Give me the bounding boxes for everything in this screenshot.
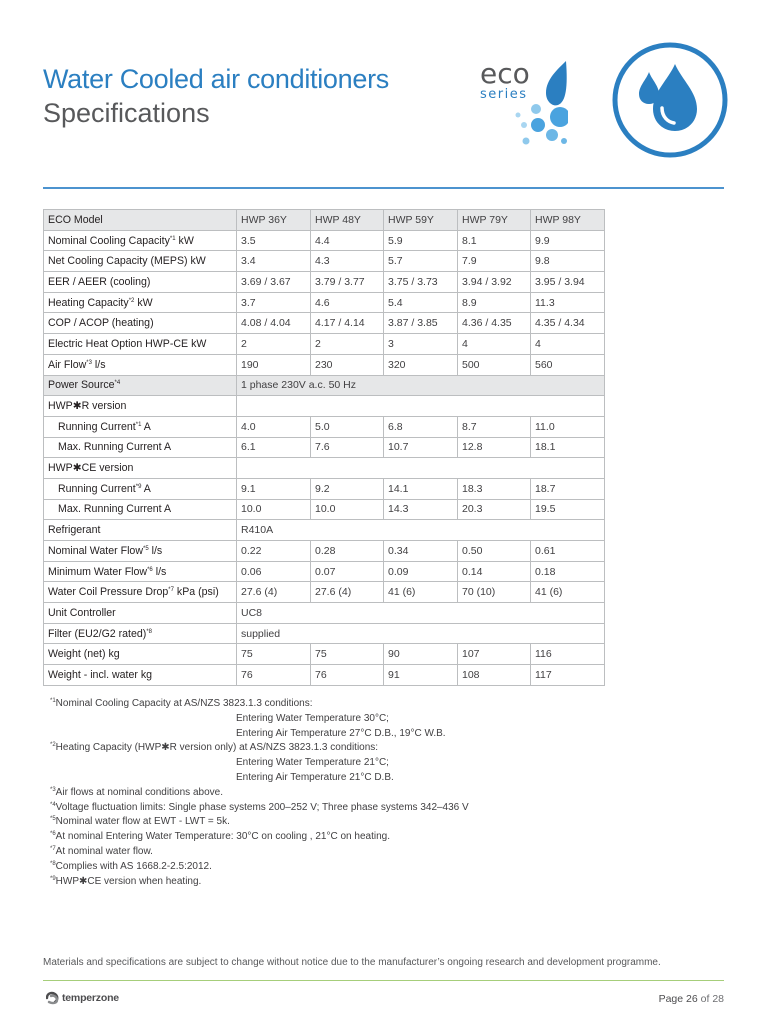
table-cell: 27.6 (4): [311, 582, 384, 603]
row-label: [44, 416, 237, 437]
table-cell: 75: [311, 644, 384, 665]
table-cell: 76: [311, 665, 384, 686]
row-label-text: HWP✱R version: [48, 400, 127, 413]
table-cell: 9.2: [311, 478, 384, 499]
footnote-text: Nominal Cooling Capacity at AS/NZS 3823.1.3 conditions:: [55, 698, 313, 709]
table-cell: 0.18: [531, 561, 605, 582]
footnote-line: [50, 830, 469, 845]
footnote-line: [50, 741, 469, 756]
row-label-text: COP / ACOP (heating): [48, 317, 154, 330]
table-cell: 19.5: [531, 499, 605, 520]
table-cell: 3.94 / 3.92: [458, 272, 531, 293]
table-row: [44, 251, 605, 272]
table-cell: 76: [237, 665, 311, 686]
eco-series-logo: [476, 57, 568, 147]
row-label-text: Unit Controller: [48, 606, 116, 619]
row-unit: l/s: [155, 565, 167, 578]
row-label: [44, 292, 237, 313]
table-row: [44, 292, 605, 313]
table-cell: 117: [531, 665, 605, 686]
table-row: [44, 272, 605, 293]
table-row: [44, 334, 605, 355]
row-unit: A: [164, 441, 172, 454]
row-label-text: EER / AEER (cooling): [48, 275, 151, 288]
table-cell: 0.22: [237, 541, 311, 562]
footnote-ref: *3: [86, 359, 92, 366]
table-cell: 9.1: [237, 478, 311, 499]
row-label: [44, 665, 237, 686]
table-cell: 10.0: [237, 499, 311, 520]
row-label: [44, 334, 237, 355]
row-label: [44, 478, 237, 499]
row-unit: A: [143, 420, 151, 433]
column-header: HWP 59Y: [384, 210, 458, 231]
table-cell: 8.7: [458, 416, 531, 437]
footnote-text: At nominal water flow.: [55, 845, 153, 857]
row-label-text: Minimum Water Flow: [48, 565, 148, 578]
water-drop-icon: [612, 42, 728, 158]
footnote-line: [50, 727, 469, 742]
footnote-text: Nominal water flow at EWT - LWT = 5k.: [55, 816, 230, 828]
footnote-ref: *1: [135, 421, 142, 428]
row-label-text: Power Source: [48, 379, 115, 392]
footnote-ref: *8: [146, 628, 152, 635]
table-cell: 3.87 / 3.85: [384, 313, 458, 334]
footnote-text: Entering Air Temperature 27°C D.B., 19°C W.B.: [236, 727, 446, 739]
table-cell: 5.4: [384, 292, 458, 313]
table-row: [44, 582, 605, 603]
row-label: [44, 313, 237, 334]
page-subtitle: Specifications: [43, 98, 210, 128]
row-unit: kg: [140, 668, 153, 681]
page-total: of 28: [700, 993, 724, 1005]
table-cell: 4.0: [237, 416, 311, 437]
footnote-text: Complies with AS 1668.2-2.5:2012.: [55, 860, 212, 872]
footnote-line: [50, 860, 469, 875]
table-span-cell: supplied: [237, 623, 605, 644]
table-cell: 7.9: [458, 251, 531, 272]
temperzone-logo: [46, 990, 119, 1006]
table-row: [44, 541, 605, 562]
row-label-text: Weight - incl. water: [48, 668, 138, 681]
footnote-marker: *8: [50, 860, 56, 867]
row-label: [44, 251, 237, 272]
footnote-ref: *7: [168, 587, 174, 594]
table-cell: 3.79 / 3.77: [311, 272, 384, 293]
table-cell: 3.75 / 3.73: [384, 272, 458, 293]
table-cell: 107: [458, 644, 531, 665]
table-span-cell: [237, 458, 605, 479]
footnote-ref: *4: [114, 380, 121, 387]
footnote-text: Entering Water Temperature 21°C;: [236, 757, 389, 769]
column-header: HWP 48Y: [311, 210, 384, 231]
temperzone-mark-icon: [46, 991, 60, 1005]
row-unit: kg: [108, 648, 120, 661]
table-cell: 18.3: [458, 478, 531, 499]
footnote-line: [50, 801, 469, 816]
table-cell: 190: [237, 354, 311, 375]
table-cell: 4.6: [311, 292, 384, 313]
row-unit: kW: [178, 234, 194, 247]
table-row: [44, 665, 605, 686]
table-row: [44, 230, 605, 251]
table-cell: 11.0: [531, 416, 605, 437]
footnote-ref: *6: [147, 566, 153, 573]
row-label-text: Max. Running Current: [58, 441, 162, 454]
table-cell: 75: [237, 644, 311, 665]
footer-divider: [43, 980, 724, 981]
table-cell: 4: [531, 334, 605, 355]
row-label-text: Air Flow: [48, 358, 87, 371]
row-label: [44, 354, 237, 375]
table-cell: 320: [384, 354, 458, 375]
footnotes: [50, 697, 469, 889]
row-label: [44, 499, 237, 520]
table-cell: 0.09: [384, 561, 458, 582]
table-cell: 9.8: [531, 251, 605, 272]
row-label-text: Max. Running Current: [58, 503, 162, 516]
footnote-line: [50, 845, 469, 860]
table-cell: 18.7: [531, 478, 605, 499]
table-cell: 14.3: [384, 499, 458, 520]
table-cell: 0.61: [531, 541, 605, 562]
row-label-text: Nominal Water Flow: [48, 544, 143, 557]
row-label: [44, 520, 237, 541]
footnote-line: [50, 756, 469, 771]
row-label: [44, 644, 237, 665]
row-label: [44, 623, 237, 644]
footnote-marker: *1: [50, 698, 56, 704]
table-cell: 41 (6): [531, 582, 605, 603]
row-unit: kW: [191, 337, 207, 350]
table-cell: 9.9: [531, 230, 605, 251]
footnote-marker: *4: [50, 801, 56, 808]
table-cell: 0.14: [458, 561, 531, 582]
page-number: [659, 993, 724, 1005]
footnote-marker: *5: [50, 816, 56, 823]
footnote-line: [50, 771, 469, 786]
row-label: [44, 230, 237, 251]
table-cell: 4.35 / 4.34: [531, 313, 605, 334]
footnote-marker: *2: [50, 742, 56, 749]
table-span-cell: [237, 396, 605, 417]
table-cell: 90: [384, 644, 458, 665]
row-label: [44, 375, 237, 396]
table-row: [44, 499, 605, 520]
table-cell: 0.28: [311, 541, 384, 562]
table-row: [44, 375, 605, 396]
table-cell: 2: [311, 334, 384, 355]
table-cell: 3.4: [237, 251, 311, 272]
table-cell: 27.6 (4): [237, 582, 311, 603]
row-label: [44, 561, 237, 582]
table-span-cell: R410A: [237, 520, 605, 541]
table-cell: 0.07: [311, 561, 384, 582]
table-cell: 8.9: [458, 292, 531, 313]
row-label-text: Running Current: [58, 420, 136, 433]
table-cell: 2: [237, 334, 311, 355]
footnote-ref: *2: [128, 297, 135, 304]
table-row: [44, 313, 605, 334]
footnote-marker: *6: [50, 831, 56, 838]
row-unit: kPa (psi): [176, 586, 219, 599]
table-cell: 70 (10): [458, 582, 531, 603]
row-unit: A: [143, 482, 151, 495]
table-cell: 0.34: [384, 541, 458, 562]
table-cell: 3: [384, 334, 458, 355]
footnote-ref: *1: [169, 235, 176, 242]
page-title: Water Cooled air conditioners: [43, 64, 389, 94]
column-header: HWP 79Y: [458, 210, 531, 231]
column-header: HWP 36Y: [237, 210, 311, 231]
table-row: [44, 644, 605, 665]
table-cell: 7.6: [311, 437, 384, 458]
row-label-text: Filter (EU2/G2 rated): [48, 627, 147, 640]
row-unit: l/s: [151, 544, 163, 557]
table-cell: 4.08 / 4.04: [237, 313, 311, 334]
table-cell: 6.1: [237, 437, 311, 458]
table-cell: 18.1: [531, 437, 605, 458]
table-cell: 10.7: [384, 437, 458, 458]
footnote-text: Heating Capacity (HWP✱R version only) at AS/NZS 3823.1.3 conditions:: [55, 742, 379, 754]
row-label: [44, 541, 237, 562]
table-cell: 0.50: [458, 541, 531, 562]
row-label-text: Water Coil Pressure Drop: [48, 586, 169, 599]
table-cell: 3.5: [237, 230, 311, 251]
header-divider: [43, 187, 724, 189]
footnote-ref: *9: [135, 483, 142, 490]
table-row: [44, 561, 605, 582]
table-cell: 4.3: [311, 251, 384, 272]
disclaimer-text: Materials and specifications are subject to change without notice due to the manufacturer’s ongoing research and development programme.: [43, 957, 661, 968]
footnote-marker: *9: [50, 875, 56, 882]
row-unit: kW: [137, 296, 153, 309]
series-logo-text: series: [480, 87, 528, 102]
row-label: [44, 582, 237, 603]
table-cell: 4.36 / 4.35: [458, 313, 531, 334]
row-label-text: Weight (net): [48, 648, 106, 661]
footnote-line: [50, 786, 469, 801]
row-label: [44, 458, 237, 479]
table-cell: 0.06: [237, 561, 311, 582]
table-cell: 4.4: [311, 230, 384, 251]
footnote-text: Voltage fluctuation limits: Single phase systems 200–252 V; Three phase systems 342–436 V: [55, 801, 469, 813]
brand-name: temperzone: [62, 992, 119, 1004]
table-cell: 5.0: [311, 416, 384, 437]
row-label-text: Nominal Cooling Capacity: [48, 234, 170, 247]
table-header-row: [44, 210, 605, 231]
row-label-text: HWP✱CE version: [48, 462, 134, 475]
table-cell: 5.7: [384, 251, 458, 272]
footnote-line: [50, 712, 469, 727]
row-label-text: Refrigerant: [48, 524, 101, 537]
table-cell: 6.8: [384, 416, 458, 437]
table-span-cell: UC8: [237, 603, 605, 624]
table-cell: 12.8: [458, 437, 531, 458]
table-row: [44, 437, 605, 458]
table-cell: 4: [458, 334, 531, 355]
table-cell: 230: [311, 354, 384, 375]
table-cell: 91: [384, 665, 458, 686]
footnote-ref: *5: [142, 545, 149, 552]
column-header: HWP 98Y: [531, 210, 605, 231]
table-cell: 3.7: [237, 292, 311, 313]
row-label-text: Running Current: [58, 482, 136, 495]
table-cell: 116: [531, 644, 605, 665]
footnote-line: [50, 815, 469, 830]
table-row: [44, 478, 605, 499]
footnote-marker: *7: [50, 845, 56, 852]
table-cell: 14.1: [384, 478, 458, 499]
specifications-table: [43, 209, 605, 686]
footnote-text: Entering Air Temperature 21°C D.B.: [236, 771, 394, 783]
row-label-text: Net Cooling Capacity (MEPS): [48, 255, 188, 268]
row-unit: A: [164, 503, 172, 516]
column-header-model: ECO Model: [44, 210, 237, 231]
page-label: Page: [658, 993, 684, 1005]
table-cell: 3.95 / 3.94: [531, 272, 605, 293]
table-cell: 108: [458, 665, 531, 686]
row-label: [44, 272, 237, 293]
footnote-text: Air flows at nominal conditions above.: [55, 786, 223, 798]
eco-logo-text: eco: [480, 57, 530, 90]
footnote-marker: *3: [50, 786, 56, 793]
table-cell: 10.0: [311, 499, 384, 520]
row-label-text: Heating Capacity: [48, 296, 129, 309]
footnote-line: [50, 875, 469, 890]
row-unit: l/s: [94, 358, 106, 371]
page-current: 26: [686, 993, 698, 1005]
table-row: [44, 623, 605, 644]
row-label-text: Electric Heat Option HWP-CE: [48, 337, 189, 350]
table-span-cell: 1 phase 230V a.c. 50 Hz: [237, 375, 605, 396]
footnote-line: [50, 697, 469, 712]
table-row: [44, 354, 605, 375]
table-cell: 3.69 / 3.67: [237, 272, 311, 293]
row-label: [44, 437, 237, 458]
footnote-text: HWP✱CE version when heating.: [55, 875, 202, 887]
table-cell: 11.3: [531, 292, 605, 313]
footnote-text: Entering Water Temperature 30°C;: [236, 712, 389, 724]
table-cell: 500: [458, 354, 531, 375]
table-row: [44, 603, 605, 624]
table-cell: 20.3: [458, 499, 531, 520]
table-cell: 41 (6): [384, 582, 458, 603]
row-label: [44, 396, 237, 417]
footnote-text: At nominal Entering Water Temperature: 30°C on cooling , 21°C on heating.: [55, 831, 390, 843]
table-cell: 5.9: [384, 230, 458, 251]
table-cell: 560: [531, 354, 605, 375]
table-cell: 4.17 / 4.14: [311, 313, 384, 334]
table-row: [44, 520, 605, 541]
table-row: [44, 396, 605, 417]
table-row: [44, 416, 605, 437]
row-unit: kW: [190, 255, 206, 268]
row-label: [44, 603, 237, 624]
table-cell: 8.1: [458, 230, 531, 251]
table-row: [44, 458, 605, 479]
